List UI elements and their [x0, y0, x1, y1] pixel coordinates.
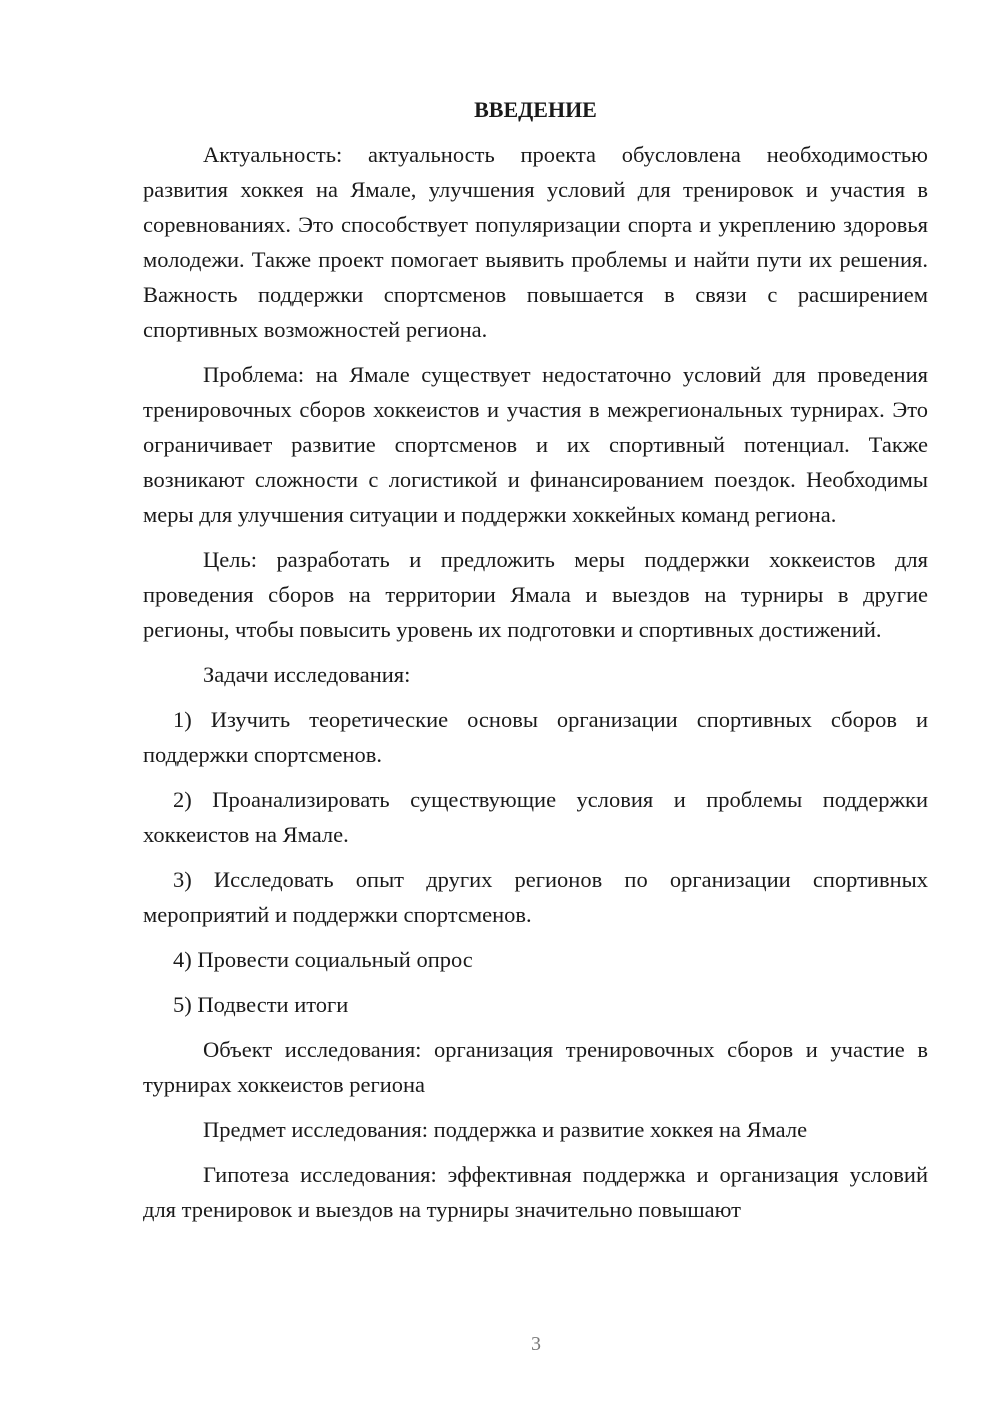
- task-item-2: 2) Проанализировать существующие условия и проблемы поддержки хоккеистов на Ямале.: [143, 787, 928, 847]
- paragraph-subject: Предмет исследования: поддержка и развитие хоккея на Ямале: [203, 1117, 808, 1142]
- tasks-heading: Задачи исследования:: [203, 662, 411, 687]
- paragraph-relevance: Актуальность: актуальность проекта обусловлена необходимостью развития хоккея на Ямале, улучшения условий для тренировок и участия в соревнованиях. Это способствует популяризации спорта и укреплению здоровья молодежи. Также проект помогает выявить проблемы и найти пути их решения. Важность поддержки спортсменов повышается в связи с расширением спортивных возможностей региона.: [143, 142, 928, 342]
- paragraph-problem: Проблема: на Ямале существует недостаточно условий для проведения тренировочных сборов хоккеистов и участия в межрегиональных турнирах. Это ограничивает развитие спортсменов и их спортивный потенциал. Также возникают сложности с логистикой и финансированием поездок. Необходимы меры для улучшения ситуации и поддержки хоккейных команд региона.: [143, 362, 928, 527]
- page-number: 3: [531, 1333, 541, 1355]
- paragraph-hypothesis: Гипотеза исследования: эффективная поддержка и организация условий для тренировок и выездов на турниры значительно повышают: [143, 1162, 928, 1222]
- section-title: ВВЕДЕНИЕ: [474, 97, 597, 122]
- task-item-4: 4) Провести социальный опрос: [173, 947, 473, 972]
- paragraph-goal: Цель: разработать и предложить меры поддержки хоккеистов для проведения сборов на территории Ямала и выездов на турниры в другие регионы, чтобы повысить уровень их подготовки и спортивных достижений.: [143, 547, 928, 642]
- task-item-1: 1) Изучить теоретические основы организации спортивных сборов и поддержки спортсменов.: [143, 707, 928, 767]
- task-item-5: 5) Подвести итоги: [173, 992, 349, 1017]
- paragraph-object: Объект исследования: организация тренировочных сборов и участие в турнирах хоккеистов региона: [143, 1037, 928, 1097]
- page-content: [143, 95, 928, 1237]
- task-item-3: 3) Исследовать опыт других регионов по организации спортивных мероприятий и поддержки спортсменов.: [143, 867, 928, 927]
